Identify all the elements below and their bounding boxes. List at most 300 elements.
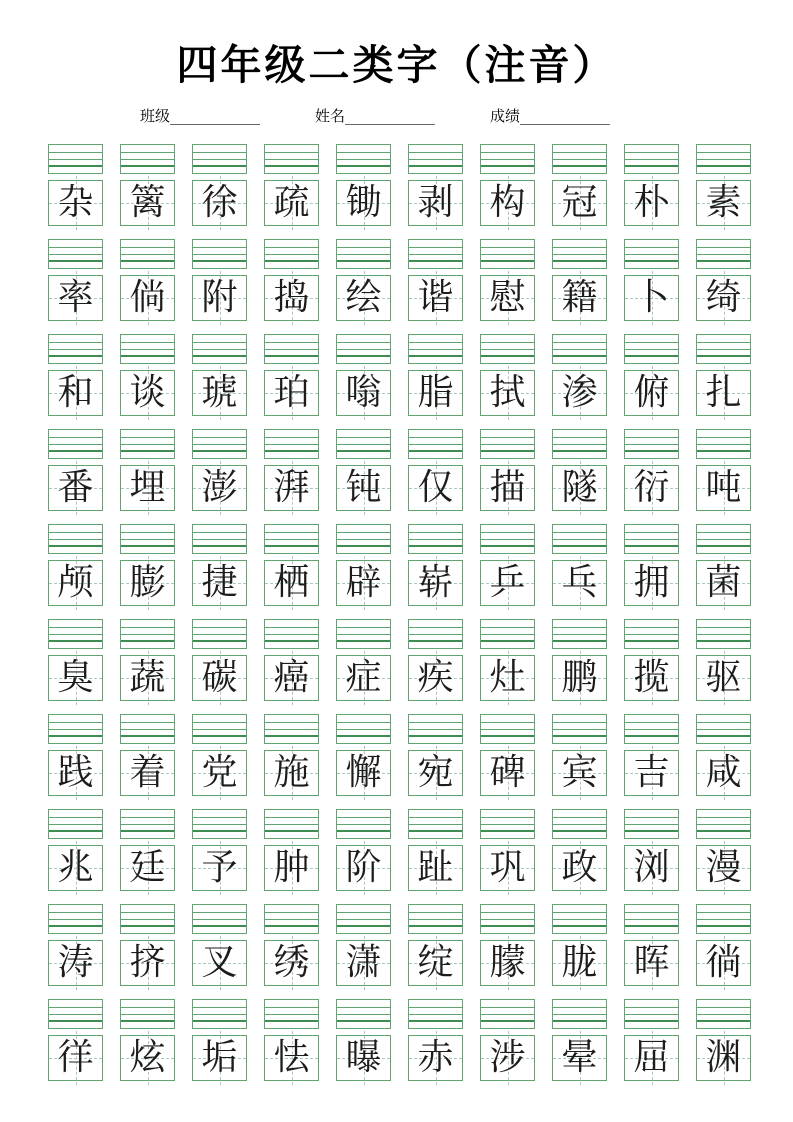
pinyin-baseline-bold	[553, 830, 606, 832]
char-cell	[696, 619, 751, 701]
char-box	[192, 465, 247, 511]
pinyin-line-3	[337, 349, 390, 350]
pinyin-ruling	[192, 714, 247, 744]
pinyin-baseline-bold	[697, 1020, 750, 1022]
character: 捣	[273, 277, 310, 318]
char-cell	[480, 429, 535, 511]
char-box	[120, 370, 175, 416]
char-box	[624, 845, 679, 891]
pinyin-baseline-bold	[625, 355, 678, 357]
pinyin-ruling	[48, 429, 103, 459]
score-field	[490, 105, 610, 126]
pinyin-line-3	[409, 444, 462, 445]
pinyin-baseline-bold	[121, 355, 174, 357]
char-box	[696, 465, 751, 511]
pinyin-baseline-bold	[121, 640, 174, 642]
pinyin-line-3	[193, 349, 246, 350]
pinyin-ruling	[552, 714, 607, 744]
character: 颅	[57, 562, 94, 603]
char-box	[552, 370, 607, 416]
pinyin-line-2	[121, 152, 174, 153]
char-cell	[696, 904, 751, 986]
pinyin-ruling	[408, 999, 463, 1029]
pinyin-ruling	[336, 619, 391, 649]
char-cell	[48, 999, 103, 1081]
char-cell	[48, 429, 103, 511]
pinyin-line-3	[193, 539, 246, 540]
pinyin-ruling	[120, 809, 175, 839]
pinyin-line-2	[697, 247, 750, 248]
character: 俯	[633, 372, 670, 413]
character: 绮	[705, 277, 742, 318]
char-cell	[552, 999, 607, 1081]
character: 崭	[417, 562, 454, 603]
char-cell	[264, 334, 319, 416]
pinyin-line-2	[697, 342, 750, 343]
pinyin-baseline-bold	[625, 450, 678, 452]
char-cell	[696, 524, 751, 606]
pinyin-line-2	[265, 532, 318, 533]
pinyin-line-3	[337, 159, 390, 160]
pinyin-line-2	[481, 722, 534, 723]
char-cell	[48, 809, 103, 891]
pinyin-line-3	[697, 444, 750, 445]
pinyin-baseline-bold	[625, 640, 678, 642]
pinyin-ruling	[48, 904, 103, 934]
char-cell	[264, 904, 319, 986]
char-box	[408, 275, 463, 321]
character: 涉	[489, 1037, 526, 1078]
char-box	[624, 465, 679, 511]
pinyin-ruling	[552, 809, 607, 839]
pinyin-line-2	[409, 627, 462, 628]
score-blank: ____________	[520, 107, 611, 125]
character: 蔬	[129, 657, 166, 698]
pinyin-line-3	[625, 444, 678, 445]
pinyin-line-2	[553, 152, 606, 153]
character: 籍	[561, 277, 598, 318]
pinyin-line-2	[409, 722, 462, 723]
char-box	[48, 465, 103, 511]
pinyin-line-2	[625, 247, 678, 248]
char-box	[552, 180, 607, 226]
score-label: 成绩	[490, 107, 521, 125]
pinyin-line-3	[49, 444, 102, 445]
pinyin-ruling	[624, 904, 679, 934]
character: 癌	[273, 657, 310, 698]
pinyin-ruling	[336, 904, 391, 934]
pinyin-line-2	[553, 1007, 606, 1008]
pinyin-ruling	[48, 809, 103, 839]
char-box	[264, 655, 319, 701]
pinyin-ruling	[696, 714, 751, 744]
char-cell	[120, 334, 175, 416]
pinyin-ruling	[120, 619, 175, 649]
pinyin-ruling	[192, 999, 247, 1029]
pinyin-line-3	[625, 254, 678, 255]
pinyin-line-3	[337, 444, 390, 445]
character: 晖	[633, 942, 670, 983]
char-cell	[192, 714, 247, 796]
char-cell	[192, 999, 247, 1081]
pinyin-baseline-bold	[697, 735, 750, 737]
pinyin-baseline-bold	[265, 830, 318, 832]
char-cell	[696, 809, 751, 891]
char-box	[696, 370, 751, 416]
pinyin-line-2	[481, 912, 534, 913]
pinyin-line-3	[49, 919, 102, 920]
pinyin-line-3	[481, 824, 534, 825]
pinyin-line-3	[481, 634, 534, 635]
pinyin-line-3	[625, 539, 678, 540]
pinyin-line-3	[697, 729, 750, 730]
pinyin-baseline-bold	[265, 640, 318, 642]
char-cell	[264, 144, 319, 226]
pinyin-ruling	[336, 999, 391, 1029]
character: 肿	[273, 847, 310, 888]
char-box	[264, 750, 319, 796]
char-cell	[480, 904, 535, 986]
char-box	[336, 1035, 391, 1081]
character: 栖	[273, 562, 310, 603]
char-cell	[336, 904, 391, 986]
character: 吨	[705, 467, 742, 508]
char-box	[624, 370, 679, 416]
pinyin-line-3	[409, 1014, 462, 1015]
pinyin-line-3	[49, 634, 102, 635]
pinyin-ruling	[264, 429, 319, 459]
char-cell	[264, 809, 319, 891]
pinyin-line-3	[265, 824, 318, 825]
char-cell	[264, 999, 319, 1081]
pinyin-ruling	[696, 524, 751, 554]
pinyin-line-2	[121, 817, 174, 818]
pinyin-line-2	[49, 1007, 102, 1008]
char-box	[696, 180, 751, 226]
pinyin-baseline-bold	[697, 640, 750, 642]
pinyin-ruling	[48, 619, 103, 649]
pinyin-line-2	[193, 437, 246, 438]
char-box	[264, 1035, 319, 1081]
pinyin-ruling	[480, 334, 535, 364]
pinyin-line-2	[49, 532, 102, 533]
character: 臭	[57, 657, 94, 698]
pinyin-ruling	[48, 239, 103, 269]
pinyin-line-2	[409, 437, 462, 438]
character: 疾	[417, 657, 454, 698]
pinyin-line-3	[337, 254, 390, 255]
char-cell	[552, 904, 607, 986]
pinyin-line-3	[193, 729, 246, 730]
char-cell	[48, 904, 103, 986]
pinyin-line-2	[193, 1007, 246, 1008]
char-box	[480, 845, 535, 891]
pinyin-baseline-bold	[409, 545, 462, 547]
pinyin-line-2	[121, 1007, 174, 1008]
pinyin-ruling	[120, 334, 175, 364]
char-cell	[408, 904, 463, 986]
character: 渊	[705, 1037, 742, 1078]
character: 衍	[633, 467, 670, 508]
pinyin-ruling	[264, 524, 319, 554]
char-box	[624, 560, 679, 606]
pinyin-line-3	[121, 159, 174, 160]
char-box	[192, 655, 247, 701]
pinyin-baseline-bold	[553, 735, 606, 737]
char-cell	[480, 809, 535, 891]
character: 慰	[489, 277, 526, 318]
pinyin-line-3	[481, 254, 534, 255]
character: 宾	[561, 752, 598, 793]
pinyin-baseline-bold	[697, 165, 750, 167]
char-cell	[120, 809, 175, 891]
char-box	[480, 370, 535, 416]
pinyin-line-3	[409, 254, 462, 255]
char-box	[624, 940, 679, 986]
pinyin-baseline-bold	[121, 260, 174, 262]
pinyin-line-3	[121, 349, 174, 350]
pinyin-line-3	[481, 1014, 534, 1015]
pinyin-line-3	[193, 919, 246, 920]
pinyin-ruling	[624, 999, 679, 1029]
char-box	[192, 845, 247, 891]
pinyin-ruling	[624, 619, 679, 649]
pinyin-line-3	[337, 634, 390, 635]
pinyin-ruling	[696, 334, 751, 364]
pinyin-ruling	[120, 429, 175, 459]
character: 炫	[129, 1037, 166, 1078]
char-box	[48, 1035, 103, 1081]
character: 剥	[417, 182, 454, 223]
char-box	[264, 560, 319, 606]
pinyin-line-3	[49, 729, 102, 730]
char-cell	[696, 239, 751, 321]
char-box	[696, 750, 751, 796]
pinyin-line-2	[121, 722, 174, 723]
pinyin-ruling	[192, 809, 247, 839]
pinyin-line-2	[553, 912, 606, 913]
pinyin-line-2	[193, 532, 246, 533]
character: 钝	[345, 467, 382, 508]
character: 膨	[129, 562, 166, 603]
char-cell	[552, 524, 607, 606]
pinyin-line-3	[697, 824, 750, 825]
char-cell	[624, 524, 679, 606]
class-label: 班级	[140, 107, 171, 125]
char-box	[552, 940, 607, 986]
pinyin-ruling	[480, 904, 535, 934]
pinyin-line-3	[49, 539, 102, 540]
character: 潇	[345, 942, 382, 983]
pinyin-baseline-bold	[193, 830, 246, 832]
character: 素	[705, 182, 742, 223]
char-box	[408, 655, 463, 701]
pinyin-line-2	[625, 532, 678, 533]
pinyin-line-3	[553, 349, 606, 350]
character: 挤	[129, 942, 166, 983]
char-cell	[480, 144, 535, 226]
pinyin-line-3	[553, 539, 606, 540]
pinyin-baseline-bold	[121, 735, 174, 737]
pinyin-ruling	[192, 334, 247, 364]
pinyin-line-3	[193, 824, 246, 825]
pinyin-line-2	[49, 342, 102, 343]
name-field	[315, 105, 435, 126]
pinyin-ruling	[264, 619, 319, 649]
char-box	[408, 845, 463, 891]
char-cell	[624, 999, 679, 1081]
pinyin-ruling	[192, 429, 247, 459]
char-box	[480, 275, 535, 321]
pinyin-ruling	[336, 524, 391, 554]
char-cell	[120, 524, 175, 606]
char-cell	[264, 524, 319, 606]
pinyin-line-3	[553, 729, 606, 730]
char-box	[120, 1035, 175, 1081]
char-cell	[480, 714, 535, 796]
pinyin-line-2	[409, 532, 462, 533]
char-box	[552, 560, 607, 606]
pinyin-baseline-bold	[553, 260, 606, 262]
pinyin-baseline-bold	[49, 640, 102, 642]
pinyin-baseline-bold	[193, 925, 246, 927]
pinyin-line-3	[625, 349, 678, 350]
char-cell	[552, 144, 607, 226]
pinyin-baseline-bold	[121, 830, 174, 832]
pinyin-line-3	[481, 539, 534, 540]
char-box	[264, 370, 319, 416]
char-cell	[696, 714, 751, 796]
pinyin-line-2	[409, 247, 462, 248]
pinyin-ruling	[408, 714, 463, 744]
pinyin-line-2	[553, 627, 606, 628]
pinyin-line-2	[121, 532, 174, 533]
char-cell	[696, 429, 751, 511]
pinyin-ruling	[552, 334, 607, 364]
char-box	[480, 655, 535, 701]
pinyin-line-2	[265, 627, 318, 628]
pinyin-baseline-bold	[481, 260, 534, 262]
pinyin-ruling	[120, 999, 175, 1029]
char-box	[624, 655, 679, 701]
pinyin-line-2	[337, 817, 390, 818]
pinyin-line-3	[625, 634, 678, 635]
pinyin-line-3	[625, 159, 678, 160]
pinyin-line-3	[265, 919, 318, 920]
pinyin-line-2	[481, 152, 534, 153]
pinyin-line-3	[553, 1014, 606, 1015]
character: 附	[201, 277, 238, 318]
pinyin-ruling	[192, 619, 247, 649]
char-box	[696, 560, 751, 606]
char-box	[192, 560, 247, 606]
char-box	[264, 940, 319, 986]
char-cell	[408, 524, 463, 606]
pinyin-ruling	[48, 714, 103, 744]
pinyin-line-2	[481, 532, 534, 533]
pinyin-line-2	[49, 627, 102, 628]
char-box	[264, 845, 319, 891]
pinyin-baseline-bold	[337, 260, 390, 262]
pinyin-line-2	[409, 152, 462, 153]
pinyin-line-2	[121, 342, 174, 343]
pinyin-baseline-bold	[121, 925, 174, 927]
pinyin-ruling	[264, 239, 319, 269]
character: 湃	[273, 467, 310, 508]
char-cell	[336, 334, 391, 416]
pinyin-ruling	[264, 809, 319, 839]
char-cell	[552, 239, 607, 321]
pinyin-ruling	[264, 999, 319, 1029]
pinyin-line-3	[121, 254, 174, 255]
pinyin-line-2	[49, 722, 102, 723]
pinyin-baseline-bold	[409, 640, 462, 642]
pinyin-line-2	[409, 342, 462, 343]
pinyin-ruling	[624, 334, 679, 364]
pinyin-baseline-bold	[625, 735, 678, 737]
char-box	[192, 370, 247, 416]
pinyin-line-2	[265, 152, 318, 153]
char-cell	[120, 714, 175, 796]
pinyin-ruling	[336, 144, 391, 174]
char-box	[552, 845, 607, 891]
pinyin-line-3	[265, 254, 318, 255]
pinyin-baseline-bold	[337, 165, 390, 167]
char-cell	[264, 239, 319, 321]
pinyin-line-3	[697, 1014, 750, 1015]
pinyin-line-2	[553, 722, 606, 723]
pinyin-ruling	[624, 809, 679, 839]
char-cell	[408, 144, 463, 226]
pinyin-line-2	[337, 437, 390, 438]
pinyin-line-3	[265, 159, 318, 160]
pinyin-line-3	[121, 444, 174, 445]
pinyin-ruling	[120, 714, 175, 744]
pinyin-baseline-bold	[409, 450, 462, 452]
pinyin-ruling	[408, 619, 463, 649]
pinyin-line-2	[553, 817, 606, 818]
pinyin-line-3	[553, 254, 606, 255]
char-box	[624, 750, 679, 796]
pinyin-baseline-bold	[193, 545, 246, 547]
pinyin-baseline-bold	[265, 450, 318, 452]
character: 廷	[129, 847, 166, 888]
pinyin-line-2	[337, 532, 390, 533]
pinyin-line-3	[553, 444, 606, 445]
pinyin-baseline-bold	[481, 165, 534, 167]
char-cell	[120, 619, 175, 701]
char-box	[48, 180, 103, 226]
pinyin-line-3	[193, 159, 246, 160]
pinyin-line-2	[265, 817, 318, 818]
char-cell	[408, 334, 463, 416]
character: 描	[489, 467, 526, 508]
pinyin-line-2	[265, 342, 318, 343]
character-grid	[48, 144, 793, 1081]
char-box	[48, 275, 103, 321]
character: 叉	[201, 942, 238, 983]
pinyin-ruling	[480, 144, 535, 174]
char-box	[408, 465, 463, 511]
pinyin-line-3	[337, 824, 390, 825]
char-cell	[336, 144, 391, 226]
character: 胧	[561, 942, 598, 983]
char-cell	[192, 809, 247, 891]
pinyin-ruling	[552, 429, 607, 459]
pinyin-line-2	[193, 817, 246, 818]
character: 徉	[57, 1037, 94, 1078]
character: 践	[57, 752, 94, 793]
